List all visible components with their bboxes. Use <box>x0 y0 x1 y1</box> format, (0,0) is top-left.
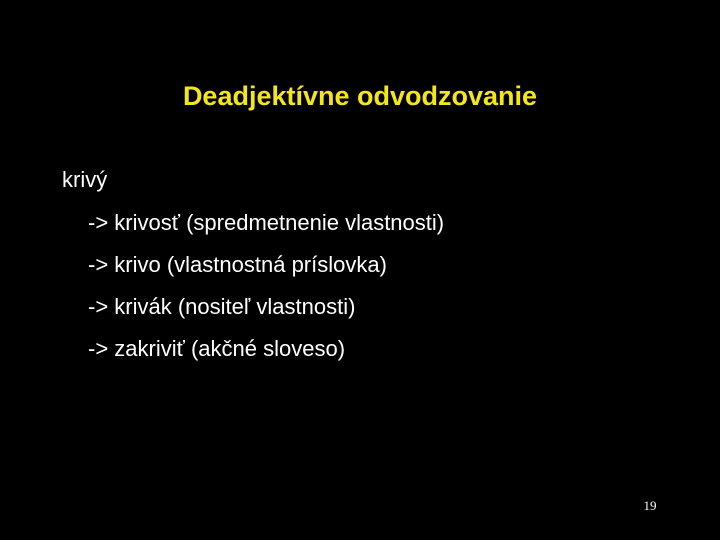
derivation-list <box>62 202 444 370</box>
derivation-item: -> krivosť (spredmetnenie vlastnosti) <box>88 210 445 235</box>
derivation-item: -> zakriviť (akčné sloveso) <box>88 336 346 361</box>
page-number: 19 <box>643 498 657 513</box>
slide-content <box>62 162 444 370</box>
slide-title: Deadjektívne odvodzovanie <box>182 81 538 111</box>
headword: krivý <box>62 167 108 192</box>
derivation-item: -> krivo (vlastnostná príslovka) <box>88 252 387 277</box>
derivation-item: -> krivák (nositeľ vlastnosti) <box>88 294 356 319</box>
